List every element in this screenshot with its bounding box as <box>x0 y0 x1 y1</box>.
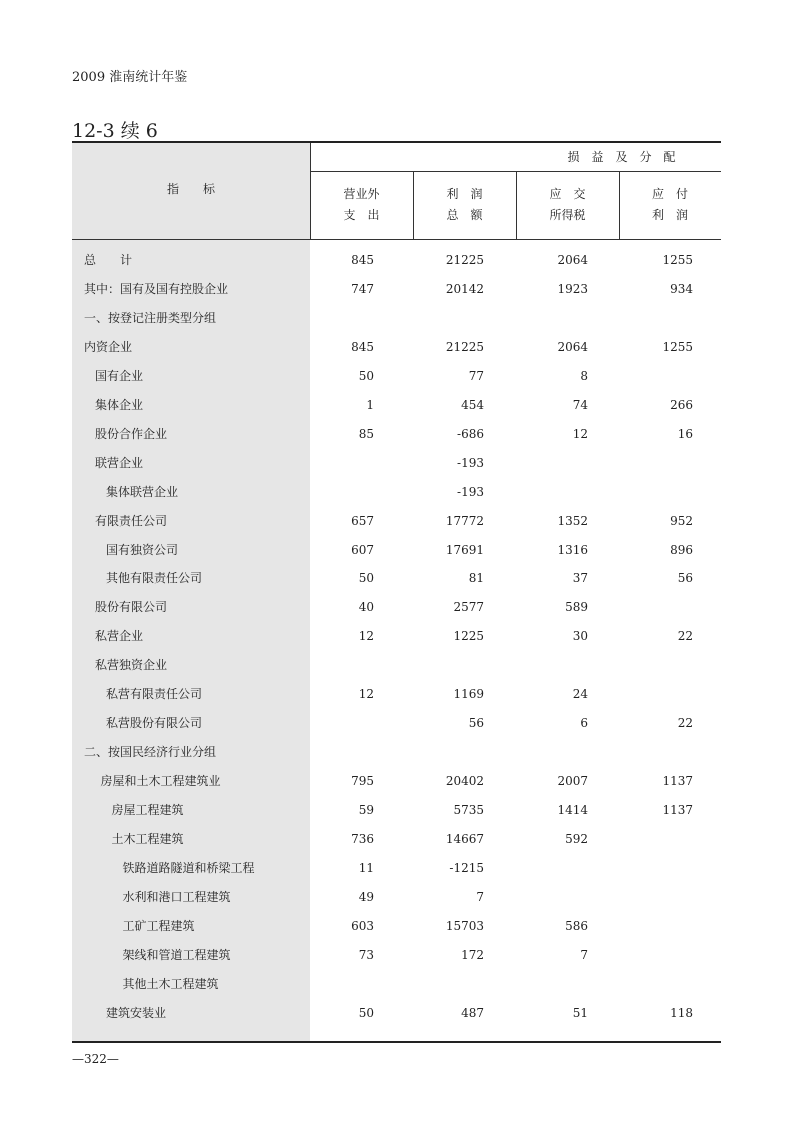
table-row <box>72 593 721 622</box>
table-row <box>72 391 721 420</box>
table-row <box>72 883 721 912</box>
row-value-2: 487 <box>461 1005 484 1020</box>
row-value-2: 14667 <box>445 832 484 846</box>
table-row <box>72 536 721 565</box>
row-value-1: 12 <box>358 629 374 644</box>
row-value-3: 2007 <box>557 774 588 789</box>
row-label: 私营股份有限公司 <box>106 716 203 731</box>
col-header-3: 应 交 所得税 <box>549 187 586 222</box>
row-value-4: 1255 <box>662 253 693 267</box>
row-label: 房屋和土木工程建筑业 <box>100 774 221 789</box>
row-label: 房屋工程建筑 <box>111 803 184 818</box>
row-value-1: 607 <box>351 542 374 557</box>
row-label: 水利和港口工程建筑 <box>122 889 231 904</box>
row-value-3: 74 <box>572 397 588 412</box>
table-row <box>72 362 721 391</box>
row-value-1: 11 <box>358 860 374 875</box>
table-row <box>72 420 721 449</box>
row-value-1: 603 <box>351 918 374 933</box>
row-value-3: 2064 <box>557 253 588 267</box>
row-value-1: 59 <box>358 803 374 818</box>
row-value-2: 5735 <box>453 803 484 818</box>
table-row <box>72 825 721 854</box>
row-value-1: 73 <box>358 947 374 962</box>
row-value-3: 2064 <box>557 339 588 354</box>
row-value-2: -686 <box>457 426 484 441</box>
row-value-2: 172 <box>461 947 484 962</box>
table-row <box>72 854 721 883</box>
table-row <box>72 738 721 767</box>
row-value-1: 85 <box>358 426 374 441</box>
row-value-4: 934 <box>670 281 693 296</box>
row-label: 有限责任公司 <box>95 513 168 528</box>
row-value-3: 1414 <box>557 803 588 818</box>
row-value-2: 17691 <box>445 542 484 557</box>
row-value-3: 586 <box>565 918 588 933</box>
table-row <box>72 941 721 970</box>
row-value-3: 1923 <box>557 281 588 296</box>
row-label: 其中：国有及国有控股企业 <box>84 281 229 296</box>
table-row <box>72 970 721 999</box>
row-label: 其他土木工程建筑 <box>122 976 219 991</box>
row-value-3: 30 <box>572 629 588 644</box>
row-label: 建筑安装业 <box>106 1005 167 1020</box>
table-row <box>72 912 721 941</box>
row-value-1: 747 <box>351 281 374 296</box>
table-row <box>72 449 721 478</box>
row-value-4: 22 <box>677 716 693 731</box>
row-value-1: 845 <box>351 339 374 354</box>
row-label: 总 计 <box>84 253 133 267</box>
table-row <box>72 709 721 738</box>
row-value-4: 118 <box>670 1005 693 1020</box>
row-value-2: 454 <box>461 397 484 412</box>
row-value-3: 12 <box>572 426 588 441</box>
row-value-3: 589 <box>565 600 588 615</box>
row-value-3: 7 <box>580 947 588 962</box>
row-value-1: 49 <box>358 889 374 904</box>
row-value-1: 50 <box>358 368 374 383</box>
table-row <box>72 478 721 507</box>
row-value-2: 7 <box>476 889 484 904</box>
row-value-4: 56 <box>677 571 693 586</box>
row-value-2: 21225 <box>445 253 484 267</box>
table-row <box>72 796 721 825</box>
row-value-3: 8 <box>580 368 588 383</box>
row-label: 土木工程建筑 <box>111 832 184 846</box>
row-label: 二、按国民经济行业分组 <box>84 745 217 760</box>
row-label: 国有企业 <box>95 368 144 383</box>
row-value-2: 81 <box>468 571 484 586</box>
row-value-1: 1 <box>366 397 374 412</box>
row-value-3: 1352 <box>557 513 588 528</box>
col-header-1: 营业外 支 出 <box>343 187 380 222</box>
table-row <box>72 246 721 275</box>
row-value-4: 266 <box>670 397 693 412</box>
row-label: 集体联营企业 <box>106 484 179 499</box>
row-value-1: 40 <box>358 600 374 615</box>
row-value-1: 736 <box>351 832 374 846</box>
table-number: 12-3 续 6 <box>72 120 158 142</box>
row-label: 私营企业 <box>95 629 144 644</box>
row-value-4: 22 <box>677 629 693 644</box>
row-label: 国有独资公司 <box>106 542 179 557</box>
group-header: 损 益 及 分 配 <box>567 150 676 164</box>
row-label: 股份有限公司 <box>95 600 168 615</box>
row-label: 股份合作企业 <box>95 426 168 441</box>
row-value-2: 20142 <box>445 281 484 296</box>
row-label: 私营有限责任公司 <box>106 687 203 702</box>
row-value-2: 17772 <box>445 513 484 528</box>
row-value-3: 24 <box>572 687 588 702</box>
indicator-header: 指 标 <box>166 182 215 196</box>
row-value-3: 1316 <box>557 542 588 557</box>
row-value-3: 37 <box>572 571 588 586</box>
row-value-3: 6 <box>580 716 588 731</box>
row-value-2: 77 <box>468 368 484 383</box>
table-row <box>72 767 721 796</box>
table-row <box>72 999 721 1028</box>
row-value-2: 2577 <box>453 600 484 615</box>
row-value-4: 1137 <box>662 774 693 789</box>
row-label: 架线和管道工程建筑 <box>122 947 231 962</box>
row-value-4: 1137 <box>662 803 693 818</box>
row-value-1: 795 <box>351 774 374 789</box>
row-value-2: 1169 <box>453 687 484 702</box>
table-row <box>72 275 721 304</box>
row-label: 联营企业 <box>95 455 144 470</box>
row-value-3: 592 <box>565 832 588 846</box>
row-value-4: 1255 <box>662 339 693 354</box>
page-header: 2009 淮南统计年鉴 <box>72 70 188 85</box>
row-value-2: 20402 <box>445 774 484 789</box>
table-row <box>72 333 721 362</box>
col-header-2: 利 润 总 额 <box>446 187 483 222</box>
table-row <box>72 507 721 536</box>
table-row <box>72 622 721 651</box>
row-value-3: 51 <box>572 1005 588 1020</box>
row-value-1: 657 <box>351 513 374 528</box>
row-label: 内资企业 <box>84 339 133 354</box>
row-value-4: 952 <box>670 513 693 528</box>
row-value-1: 50 <box>358 571 374 586</box>
row-label: 一、按登记注册类型分组 <box>84 310 217 325</box>
table-row <box>72 564 721 593</box>
row-value-4: 16 <box>677 426 693 441</box>
row-value-2: -1215 <box>449 860 484 875</box>
row-value-2: 1225 <box>453 629 484 644</box>
row-value-2: -193 <box>457 455 484 470</box>
table-row <box>72 680 721 709</box>
data-table <box>72 141 721 1043</box>
row-label: 铁路道路隧道和桥梁工程 <box>122 860 255 875</box>
row-label: 其他有限责任公司 <box>106 571 203 586</box>
row-value-2: 21225 <box>445 339 484 354</box>
row-value-1: 12 <box>358 687 374 702</box>
row-label: 私营独资企业 <box>95 658 168 673</box>
row-value-2: 56 <box>468 716 484 731</box>
col-header-4: 应 付 利 润 <box>651 187 688 222</box>
row-label: 集体企业 <box>95 397 144 412</box>
table-row <box>72 304 721 333</box>
header-bottom-rule <box>72 239 721 240</box>
row-value-2: 15703 <box>445 918 484 933</box>
row-value-1: 50 <box>358 1005 374 1020</box>
row-value-4: 896 <box>670 542 693 557</box>
row-value-1: 845 <box>351 253 374 267</box>
row-label: 工矿工程建筑 <box>122 918 195 933</box>
page-number: —322— <box>72 1052 119 1066</box>
table-row <box>72 651 721 680</box>
row-value-2: -193 <box>457 484 484 499</box>
